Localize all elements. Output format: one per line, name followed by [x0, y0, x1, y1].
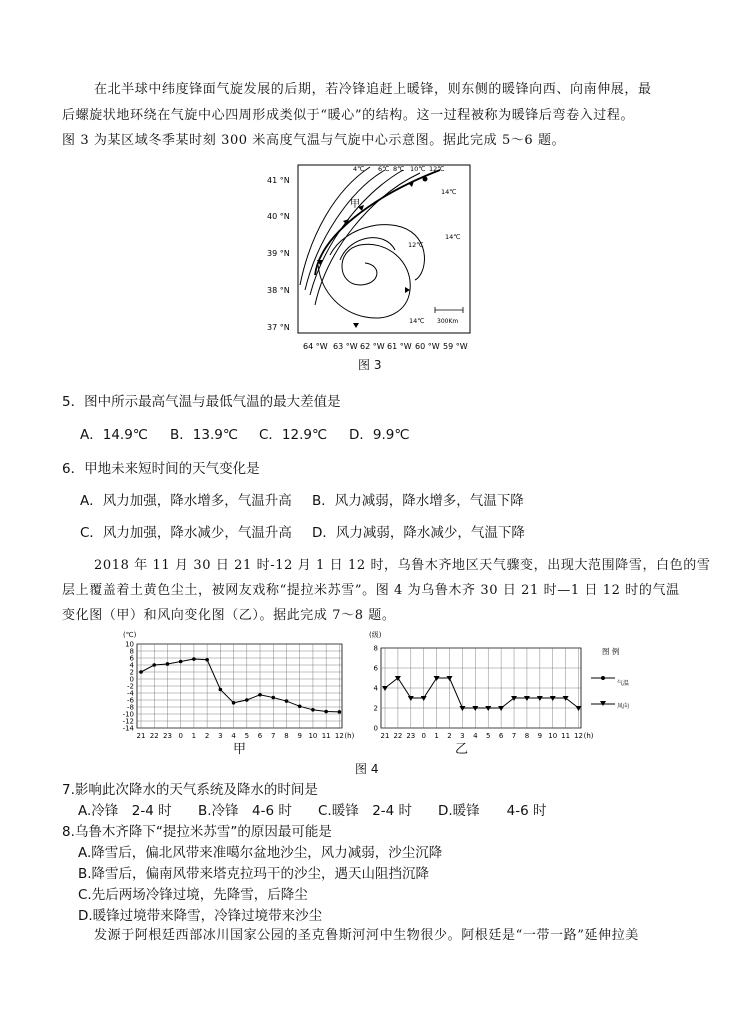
- x-tick-label: 9: [297, 732, 302, 740]
- lon-label: 60 °W: [415, 342, 440, 351]
- x-tick-label: 2: [204, 732, 210, 740]
- intro1-line1: 在北半球中纬度锋面气旋发展的后期，若冷锋追赶上暖锋，则东侧的暖锋向西、向南伸展，最: [94, 82, 652, 97]
- y-tick-label: 8: [129, 647, 134, 656]
- lat-label: 37 °N: [267, 323, 290, 332]
- jia-point-label: 甲: [350, 199, 360, 210]
- x-tick-label: 4: [231, 732, 236, 740]
- x-tick-label: 23: [406, 732, 416, 740]
- lat-label: 39 °N: [267, 249, 290, 258]
- figure-3-map: [265, 155, 490, 355]
- x-tick-label: 0: [421, 732, 426, 740]
- legend-wind-text: 风向: [617, 703, 630, 710]
- x-tick-label: 8: [524, 732, 530, 740]
- x-tick-label: 9: [537, 732, 543, 740]
- wind-grid: [381, 648, 581, 728]
- iso-label: 8℃: [393, 165, 405, 173]
- data-point: [324, 710, 328, 714]
- lon-label: 61 °W: [387, 342, 412, 351]
- y-tick-label: 4: [373, 684, 378, 693]
- figure-4-jia-label: 甲: [233, 742, 247, 757]
- q8-option-c: C.先后两场冷锋过境，先降雪，后降尘: [78, 887, 308, 903]
- intro2-line2: 层上覆盖着土黄色尘土，被网友戏称“提拉米苏雪”。图 4 为乌鲁木齐 30 日 21 时—1 日 12 时的气温: [62, 583, 680, 598]
- q6-option-c: C．风力加强，降水减少，气温升高: [80, 525, 292, 541]
- x-tick-label: 11: [321, 732, 331, 740]
- x-tick-label: 22: [149, 732, 159, 740]
- y-tick-label: -10: [122, 710, 134, 719]
- x-tick-label: 10: [548, 732, 558, 740]
- y-tick-label: -12: [122, 717, 134, 726]
- x-unit-label: (h): [344, 732, 355, 740]
- data-point: [245, 698, 249, 702]
- q8-option-b: B.降雪后，偏南风带来塔克拉玛干的沙尘，遇天山阻挡沉降: [78, 866, 430, 882]
- x-tick-label: 23: [162, 732, 172, 740]
- q5-option-d: D．9.9℃: [349, 427, 410, 443]
- data-point: [311, 708, 315, 712]
- y-tick-label: 2: [129, 668, 134, 677]
- y-tick-label: 0: [129, 675, 134, 684]
- data-point: [338, 710, 342, 714]
- y-tick-label: 2: [373, 704, 378, 713]
- y-tick-label: 4: [129, 661, 134, 670]
- q8-option-d: D.暖锋过境带来降雪，冷锋过境带来沙尘: [78, 908, 323, 924]
- temp-unit-label: (℃): [123, 631, 137, 639]
- data-point: [139, 670, 143, 674]
- lon-label: 59 °W: [443, 342, 468, 351]
- intro2-line1: 2018 年 11 月 30 日 21 时-12 月 1 日 12 时，乌鲁木齐地区天气骤变，出现大范围降雪，白色的雪: [94, 558, 711, 573]
- temp-grid: [137, 644, 342, 728]
- data-point: [152, 663, 156, 667]
- x-tick-label: 6: [498, 732, 504, 740]
- figure-3-caption: 图 3: [358, 358, 382, 372]
- data-point: [166, 662, 170, 666]
- data-point: [298, 705, 302, 709]
- y-tick-label: -2: [127, 682, 134, 691]
- iso-label: 6℃: [378, 165, 390, 173]
- figure-4-wind-chart: [367, 628, 630, 758]
- q7-option-c: C.暖锋 2-4 时: [318, 803, 413, 819]
- data-point: [285, 699, 289, 703]
- q5-option-c: C．12.9℃: [259, 427, 328, 443]
- y-tick-label: 8: [373, 644, 378, 653]
- q8-stem: 8.乌鲁木齐降下“提拉米苏雪”的原因最可能是: [62, 824, 332, 840]
- scale-label: 300Km: [437, 318, 459, 325]
- q6-stem: 6．甲地未来短时间的天气变化是: [62, 461, 260, 477]
- q7-option-d: D.暖锋 4-6 时: [438, 803, 547, 819]
- tail-paragraph: 发源于阿根廷西部冰川国家公园的圣克鲁斯河河中生物很少。阿根廷是“一带一路”延伸拉美: [94, 928, 639, 943]
- q5-option-a: A．14.9℃: [80, 427, 148, 443]
- data-point: [232, 701, 236, 705]
- intro2-line3: 变化图（甲）和风向变化图（乙）。据此完成 7～8 题。: [62, 608, 396, 623]
- intro1-line2: 后螺旋状地环绕在气旋中心四周形成类似于“暖心”的结构。这一过程被称为暖锋后弯卷入过程。: [62, 108, 635, 123]
- legend-temp-marker: [601, 676, 605, 680]
- intro1-line3: 图 3 为某区域冬季某时刻 300 米高度气温与气旋中心示意图。据此完成 5～6 题。: [62, 133, 566, 148]
- y-tick-label: 10: [125, 640, 134, 649]
- x-tick-label: 8: [284, 732, 289, 740]
- x-tick-label: 3: [218, 732, 223, 740]
- q7-option-a: A.冷锋 2-4 时: [78, 803, 172, 819]
- q7-stem: 7.影响此次降水的天气系统及降水的时间是: [62, 782, 318, 798]
- q6-option-a: A．风力加强，降水增多，气温升高: [80, 493, 292, 509]
- x-tick-label: 6: [257, 732, 263, 740]
- data-point: [382, 686, 388, 691]
- q8-option-a: A.降雪后，偏北风带来准噶尔盆地沙尘，风力减弱，沙尘沉降: [78, 845, 443, 861]
- temperature-line: [141, 659, 339, 712]
- iso-label: 14℃: [409, 317, 425, 325]
- data-point: [219, 688, 223, 692]
- x-tick-label: 21: [136, 732, 146, 740]
- iso-label: 10℃: [410, 165, 426, 173]
- data-point: [205, 658, 209, 662]
- y-tick-label: 6: [129, 654, 134, 663]
- iso-label: 14℃: [441, 188, 457, 196]
- x-tick-label: 5: [244, 732, 250, 740]
- x-tick-label: 21: [380, 732, 390, 740]
- wind-unit-label: (级): [369, 631, 382, 639]
- lon-label: 64 °W: [303, 342, 328, 351]
- iso-label: 12℃: [429, 165, 445, 173]
- lat-label: 38 °N: [267, 286, 290, 295]
- q6-option-d: D．风力减弱，降水减少，气温下降: [312, 525, 525, 541]
- x-tick-label: 0: [178, 732, 183, 740]
- y-tick-label: 0: [373, 724, 378, 733]
- q7-option-b: B.冷锋 4-6 时: [198, 803, 292, 819]
- legend-temp-text: 气温: [617, 680, 630, 687]
- figure-4-caption: 图 4: [355, 762, 379, 776]
- legend-title: 图 例: [602, 647, 620, 656]
- y-tick-label: -8: [127, 703, 134, 712]
- x-tick-label: 12: [574, 732, 584, 740]
- figure-4-yi-label: 乙: [455, 742, 469, 757]
- data-point: [179, 660, 183, 664]
- y-tick-label: 6: [373, 664, 378, 673]
- y-tick-label: -6: [127, 696, 134, 705]
- q5-option-b: B．13.9℃: [170, 427, 238, 443]
- x-tick-label: 4: [473, 732, 478, 740]
- y-tick-label: -4: [127, 689, 134, 698]
- x-tick-label: 12: [334, 732, 344, 740]
- x-tick-label: 11: [561, 732, 571, 740]
- x-tick-label: 22: [393, 732, 403, 740]
- data-point: [192, 657, 196, 661]
- x-unit-label: (h): [583, 732, 594, 740]
- lon-label: 62 °W: [360, 342, 385, 351]
- x-tick-label: 5: [485, 732, 491, 740]
- lat-label: 41 °N: [267, 176, 290, 185]
- q6-option-b: B．风力减弱，降水增多，气温下降: [312, 493, 524, 509]
- wind-line: [385, 678, 579, 708]
- q5-stem: 5．图中所示最高气温与最低气温的最大差值是: [62, 394, 341, 410]
- lat-label: 40 °N: [267, 212, 290, 221]
- lon-label: 63 °W: [333, 342, 358, 351]
- x-tick-label: 10: [308, 732, 318, 740]
- iso-label: 14℃: [445, 233, 461, 241]
- x-tick-label: 2: [447, 732, 452, 740]
- iso-label: 4℃: [353, 165, 365, 173]
- x-tick-label: 1: [191, 732, 197, 740]
- y-tick-label: -14: [122, 724, 134, 733]
- x-tick-label: 7: [271, 732, 276, 740]
- data-point: [271, 696, 275, 700]
- x-tick-label: 3: [460, 732, 465, 740]
- data-point: [258, 693, 262, 697]
- iso-label: 12℃: [408, 241, 424, 249]
- x-tick-label: 7: [511, 732, 517, 740]
- x-tick-label: 1: [434, 732, 439, 740]
